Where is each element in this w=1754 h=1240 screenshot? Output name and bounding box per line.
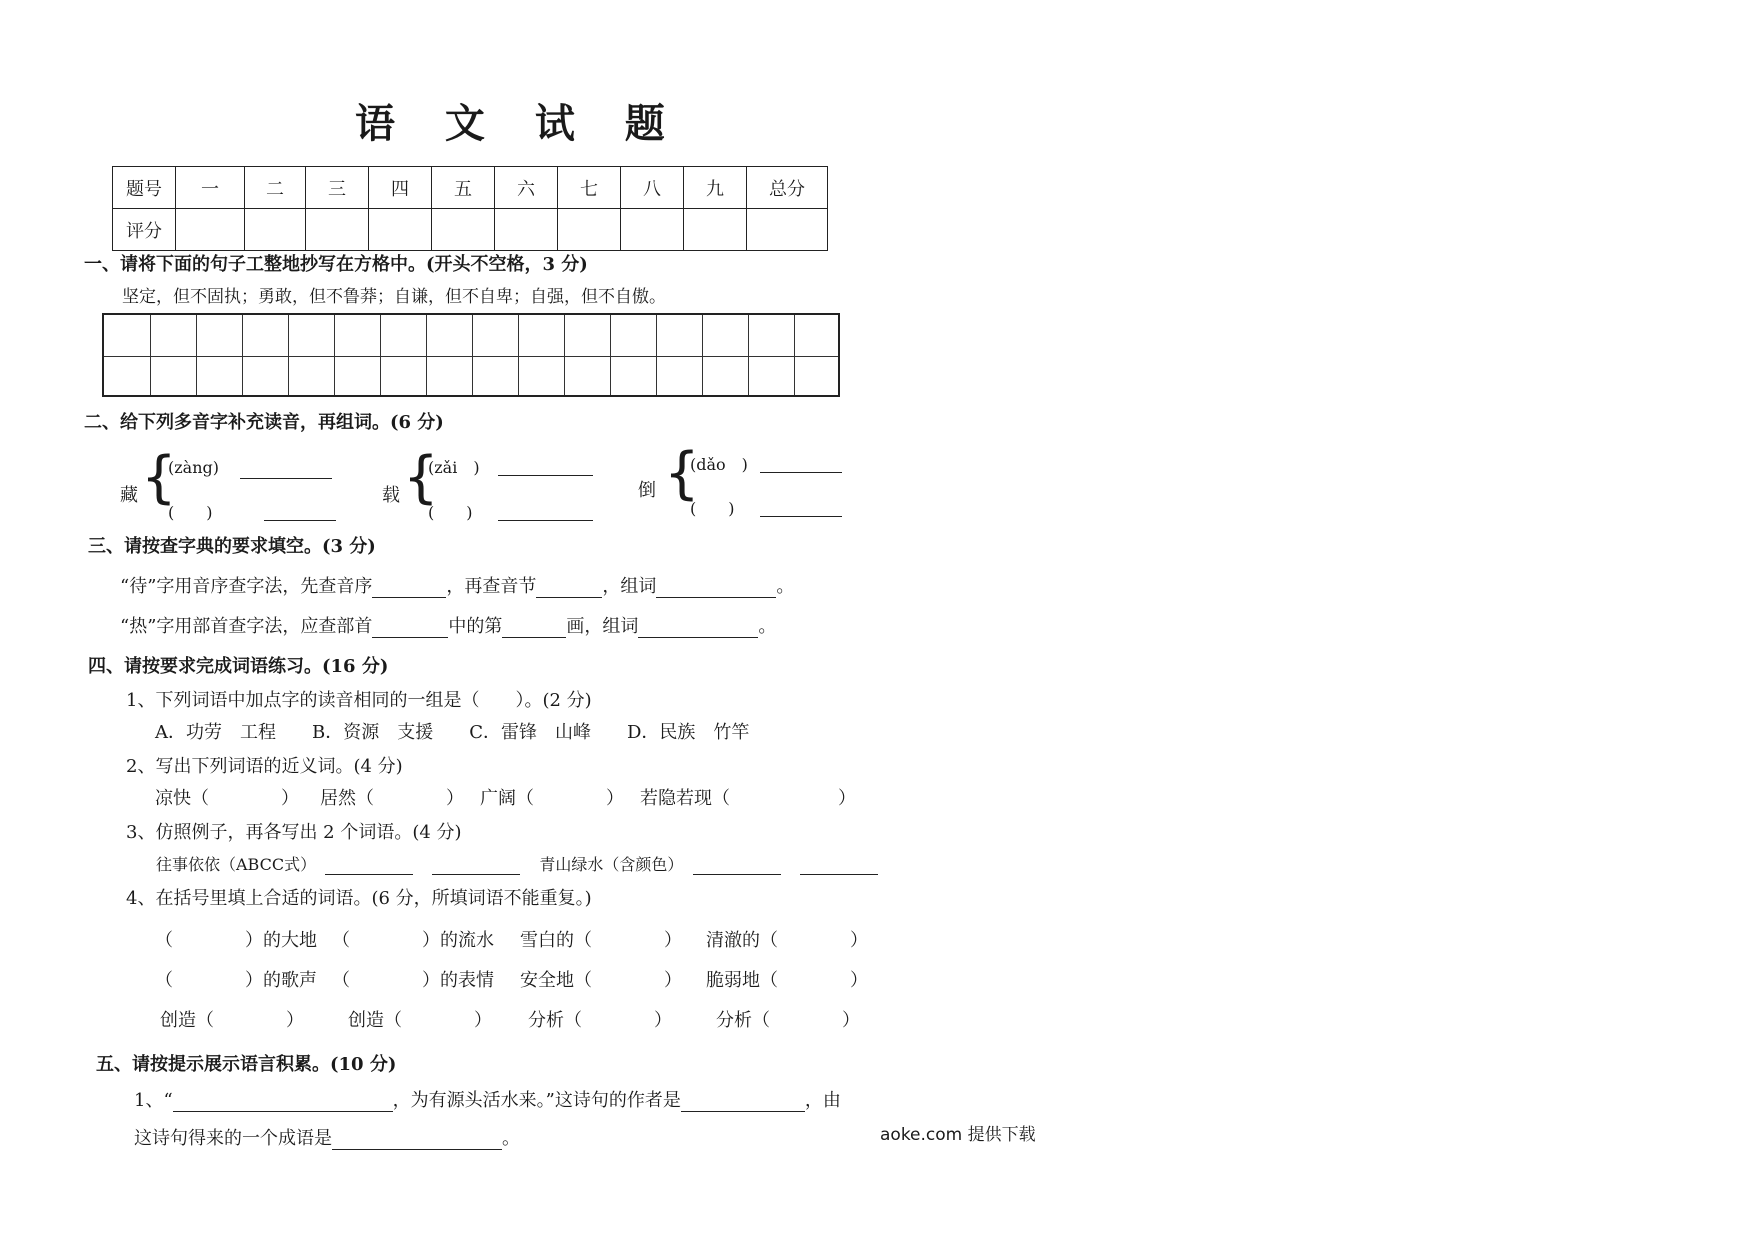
answer-blank[interactable]: [681, 1091, 805, 1112]
question-2: 2、写出下列词语的近义词。(4 分): [126, 756, 403, 777]
pinyin-label: ( ): [690, 499, 735, 518]
line-text: 这诗句得来的一个成语是: [134, 1128, 332, 1149]
q2-item: 居然（ ）: [320, 788, 464, 809]
question-1-options: A．功劳 工程 B．资源 支援 C．雷锋 山峰 D．民族 竹竿: [155, 722, 750, 743]
table-cell: 四: [369, 167, 432, 209]
score-cell[interactable]: [684, 209, 747, 251]
line-text: 1、“: [134, 1090, 173, 1111]
answer-blank[interactable]: [656, 577, 776, 598]
score-cell[interactable]: [245, 209, 306, 251]
table-cell: 题号: [113, 167, 176, 209]
polyphone-char: 藏: [120, 485, 138, 506]
answer-blank[interactable]: [760, 452, 842, 473]
grid-line: [288, 315, 289, 395]
section-3-heading: 三、请按查字典的要求填空。(3 分): [88, 536, 376, 557]
section-5-heading: 五、请按提示展示语言积累。(10 分): [96, 1054, 397, 1075]
q4-item: 创造（ ）: [348, 1010, 492, 1031]
grid-line: [196, 315, 197, 395]
score-cell[interactable]: [369, 209, 432, 251]
score-cell[interactable]: [306, 209, 369, 251]
grid-line: [426, 315, 427, 395]
answer-blank[interactable]: [498, 500, 593, 521]
line-text: ，为有源头活水来。”这诗句的作者是: [392, 1090, 681, 1111]
q4-item: 雪白的（ ）: [520, 930, 682, 951]
answer-blank[interactable]: [264, 500, 336, 521]
table-cell: 五: [432, 167, 495, 209]
copy-sentence: 坚定，但不固执；勇敢，但不鲁莽；自谦，但不自卑；自强，但不自傲。: [122, 287, 666, 307]
table-cell: 九: [684, 167, 747, 209]
score-cell[interactable]: [621, 209, 684, 251]
line-text: 。: [502, 1128, 520, 1149]
brace-icon: {: [141, 445, 177, 510]
section-2-heading: 二、给下列多音字补充读音，再组词。(6 分): [84, 412, 444, 433]
answer-blank[interactable]: [372, 577, 446, 598]
q4-item: 创造（ ）: [160, 1010, 304, 1031]
line-text: ，组词: [602, 576, 657, 597]
line-text: 。: [776, 576, 795, 597]
accumulation-line-2: [134, 1124, 520, 1150]
grid-line: [242, 315, 243, 395]
answer-blank[interactable]: [502, 617, 566, 638]
grid-line: [794, 315, 795, 395]
q4-item: 清澈的（ ）: [706, 930, 868, 951]
grid-line: [610, 315, 611, 395]
score-table: [112, 166, 828, 251]
grid-line: [748, 315, 749, 395]
line-text: ，由: [804, 1090, 841, 1111]
table-cell: 二: [245, 167, 306, 209]
question-4: 4、在括号里填上合适的词语。(6 分，所填词语不能重复。): [126, 888, 592, 909]
line-text: 中的第: [448, 616, 503, 637]
table-cell: 评分: [113, 209, 176, 251]
pinyin-label: ( ): [168, 503, 213, 522]
brace-icon: {: [403, 445, 439, 510]
answer-blank[interactable]: [372, 617, 448, 638]
line-text: 画，组词: [566, 616, 639, 637]
grid-line: [334, 315, 335, 395]
pinyin-label: ( ): [428, 503, 473, 522]
watermark-text: aoke.com 提供下载: [880, 1125, 1036, 1145]
answer-blank[interactable]: [332, 1129, 502, 1150]
answer-blank[interactable]: [536, 577, 602, 598]
table-cell: 总分: [747, 167, 828, 209]
q4-item: （ ）的流水: [332, 930, 494, 951]
brace-icon: {: [664, 441, 700, 506]
q4-item: （ ）的大地: [155, 930, 317, 951]
writing-grid[interactable]: [102, 313, 840, 397]
example-word: 青山绿水（含颜色）: [539, 855, 684, 874]
pinyin-label: (dǎo ): [690, 455, 748, 474]
q4-item: 脆弱地（ ）: [706, 970, 868, 991]
grid-line: [564, 315, 565, 395]
table-cell: 一: [176, 167, 245, 209]
line-text: “待”字用音序查字法，先查音序: [120, 576, 373, 597]
line-text: ，再查音节: [446, 576, 537, 597]
table-cell: 三: [306, 167, 369, 209]
section-4-heading: 四、请按要求完成词语练习。(16 分): [88, 656, 389, 677]
q2-item: 凉快（ ）: [155, 788, 299, 809]
q4-item: （ ）的表情: [332, 970, 494, 991]
grid-line: [150, 315, 151, 395]
example-word: 往事依依（ABCC式）: [156, 855, 317, 874]
q4-item: 分析（ ）: [528, 1010, 672, 1031]
grid-line: [518, 315, 519, 395]
answer-blank[interactable]: [325, 854, 413, 875]
score-table-score-row: [113, 209, 828, 251]
table-cell: 七: [558, 167, 621, 209]
dictionary-line-2: [120, 612, 776, 638]
table-cell: 八: [621, 167, 684, 209]
page-title: 语 文 试 题: [355, 100, 683, 147]
score-table-header-row: [113, 167, 828, 209]
answer-blank[interactable]: [638, 617, 758, 638]
answer-blank[interactable]: [240, 458, 332, 479]
polyphone-char: 倒: [638, 480, 656, 501]
question-3: 3、仿照例子，再各写出 2 个词语。(4 分): [126, 822, 462, 843]
section-1-heading: 一、请将下面的句子工整地抄写在方格中。(开头不空格，3 分): [84, 254, 588, 275]
grid-line: [472, 315, 473, 395]
polyphone-char: 载: [382, 485, 400, 506]
q3-example: [156, 852, 878, 875]
answer-blank[interactable]: [432, 854, 520, 875]
answer-blank[interactable]: [693, 854, 781, 875]
answer-blank[interactable]: [800, 854, 878, 875]
q2-item: 广阔（ ）: [480, 788, 624, 809]
q2-item: 若隐若现（ ）: [640, 788, 856, 809]
score-cell[interactable]: [495, 209, 558, 251]
pinyin-label: (zàng): [168, 458, 219, 477]
table-cell: 六: [495, 167, 558, 209]
question-1: 1、下列词语中加点字的读音相同的一组是（ ）。(2 分): [126, 690, 592, 711]
score-cell[interactable]: [747, 209, 828, 251]
grid-line: [656, 315, 657, 395]
score-cell[interactable]: [432, 209, 495, 251]
answer-blank[interactable]: [498, 455, 593, 476]
grid-line: [380, 315, 381, 395]
grid-line: [104, 356, 838, 357]
q4-item: 分析（ ）: [716, 1010, 860, 1031]
line-text: “热”字用部首查字法，应查部首: [120, 616, 373, 637]
answer-blank[interactable]: [173, 1091, 393, 1112]
grid-line: [702, 315, 703, 395]
accumulation-line-1: [134, 1086, 841, 1112]
score-cell[interactable]: [558, 209, 621, 251]
q4-item: 安全地（ ）: [520, 970, 682, 991]
pinyin-label: (zǎi ): [428, 458, 480, 477]
q4-item: （ ）的歌声: [155, 970, 317, 991]
dictionary-line-1: [120, 572, 794, 598]
answer-blank[interactable]: [760, 496, 842, 517]
score-cell[interactable]: [176, 209, 245, 251]
line-text: 。: [758, 616, 777, 637]
